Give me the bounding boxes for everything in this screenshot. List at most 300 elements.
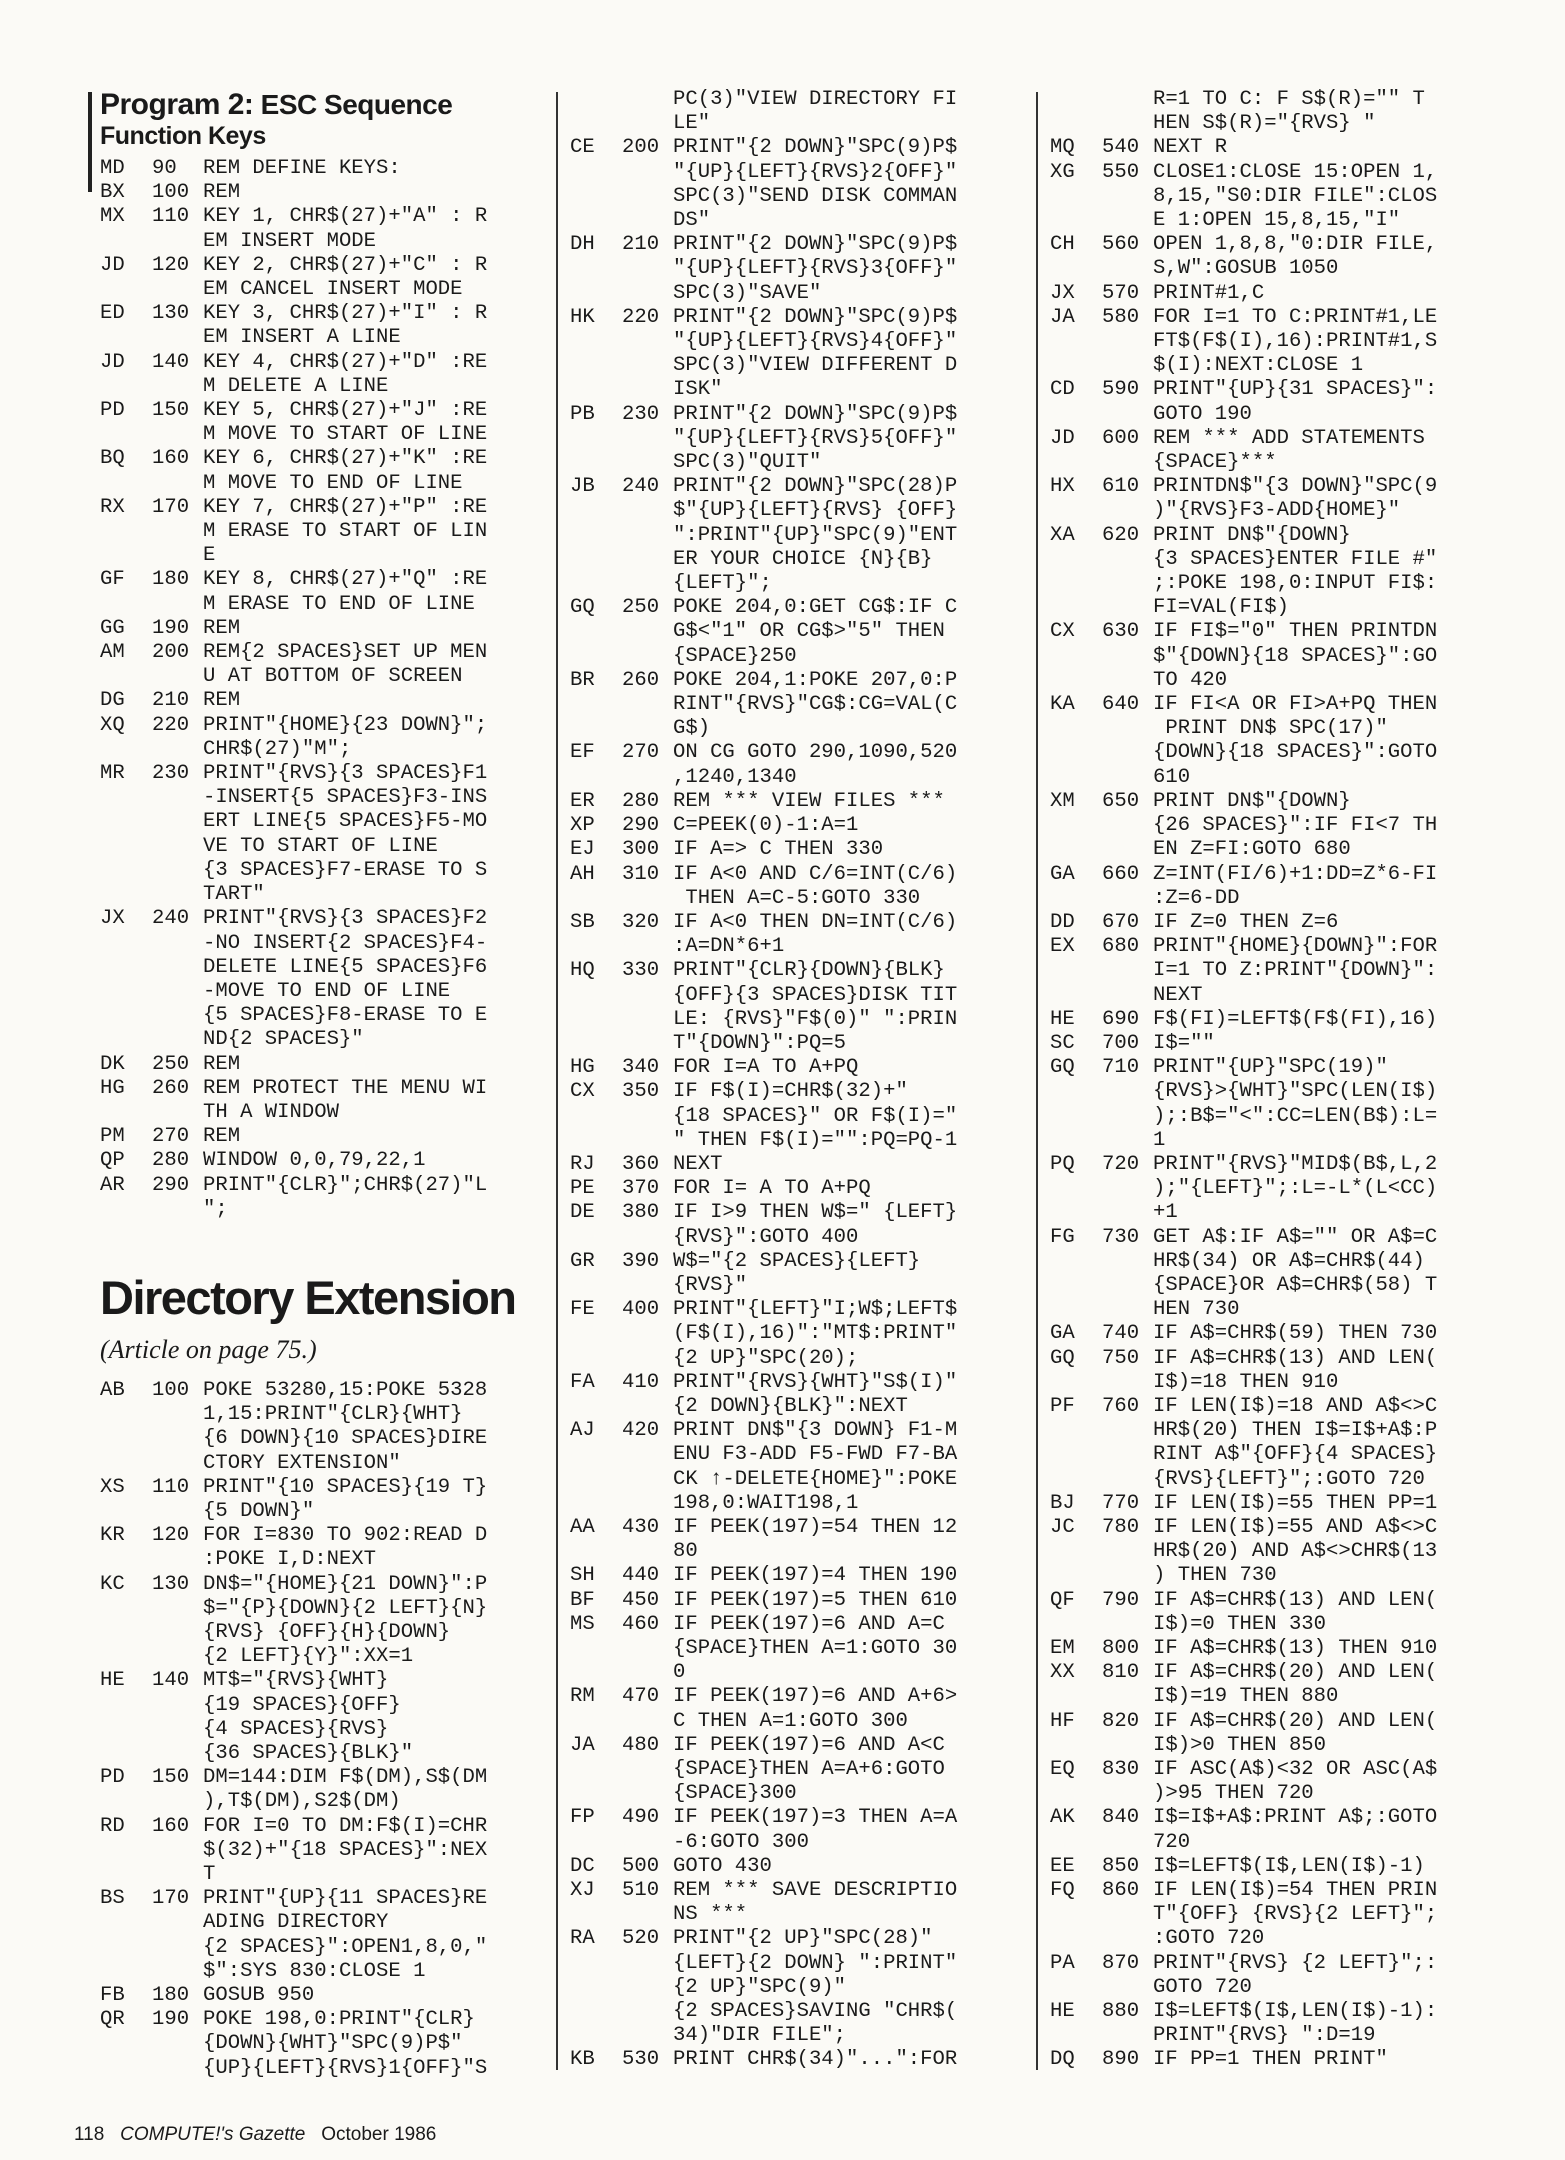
code-continuation: $(I):NEXT:CLOSE 1	[1153, 354, 1364, 378]
line-number: 240	[152, 907, 190, 931]
code-continuation: TO 420	[1153, 668, 1228, 692]
checksum-code: PF	[1050, 1394, 1075, 1418]
code-text: PRINT"{RVS}"MID$(B$,L,2	[1153, 1152, 1438, 1176]
code-text: IF A$=CHR$(13) THEN 910	[1153, 1637, 1438, 1660]
code-continuation: {OFF}{3 SPACES}DISK TIT	[673, 983, 958, 1007]
code-text: FOR I=830 TO 902:READ D	[203, 1524, 488, 1548]
code-text: REM	[203, 616, 241, 640]
column-divider	[556, 92, 558, 2070]
code-continuation: ADING DIRECTORY	[203, 1911, 389, 1935]
code-line	[100, 302, 540, 326]
checksum-code: JA	[570, 1733, 595, 1757]
code-continuation: SPC(3)"QUIT"	[673, 451, 822, 475]
code-text: MT$="{RVS}{WHT}	[203, 1669, 389, 1693]
checksum-code: MS	[570, 1612, 595, 1636]
directory-listing-continued	[1050, 88, 1480, 2073]
code-continuation: HR$(34) OR A$=CHR$(44)	[1153, 1249, 1425, 1273]
code-line	[570, 136, 1010, 160]
checksum-code: CX	[570, 1080, 595, 1104]
column-3	[1050, 88, 1480, 2073]
checksum-code: PD	[100, 1766, 125, 1790]
code-continuation: {5 DOWN}"	[203, 1499, 315, 1523]
code-text: IF A$=CHR$(20) AND LEN(	[1153, 1661, 1438, 1685]
code-text: IF A$=CHR$(59) THEN 730	[1153, 1322, 1438, 1346]
code-text: F$(FI)=LEFT$(F$(FI),16)	[1153, 1007, 1438, 1031]
code-continuation: PRINT"{RVS} ":D=19	[1153, 2024, 1376, 2048]
line-number: 180	[152, 568, 190, 592]
checksum-code: QP	[100, 1149, 125, 1173]
line-number: 480	[622, 1733, 660, 1757]
line-number: 160	[152, 447, 190, 471]
code-text: IF F$(I)=CHR$(32)+"	[673, 1080, 908, 1104]
code-continuation: {2 SPACES}SAVING "CHR$(	[673, 2000, 958, 2024]
code-text: KEY 8, CHR$(27)+"Q" :RE	[203, 568, 488, 592]
code-continuation: ";	[203, 1197, 228, 1221]
code-continuation: -INSERT{5 SPACES}F3-INS	[203, 786, 488, 810]
code-continuation: ER YOUR CHOICE {N}{B}	[673, 547, 933, 571]
checksum-code: CD	[1050, 378, 1075, 402]
line-number: 820	[1102, 1709, 1140, 1733]
code-continuation: ENU F3-ADD F5-FWD F7-BA	[673, 1443, 958, 1467]
code-continuation: FT$(F$(I),16):PRINT#1,S	[1153, 330, 1438, 354]
checksum-code: XA	[1050, 523, 1075, 547]
code-continuation: ERT LINE{5 SPACES}F5-MO	[203, 810, 488, 834]
code-continuation: HR$(20) AND A$<>CHR$(13	[1153, 1540, 1438, 1564]
checksum-code: GQ	[1050, 1346, 1075, 1370]
code-text: IF PEEK(197)=4 THEN 190	[673, 1564, 958, 1588]
code-line	[570, 1250, 1010, 1274]
code-text: IF FI<A OR FI>A+PQ THEN	[1153, 693, 1438, 717]
code-line	[100, 2008, 540, 2032]
line-number: 290	[152, 1173, 190, 1197]
code-line	[100, 351, 540, 375]
line-number: 230	[622, 402, 660, 426]
line-number: 600	[1102, 426, 1140, 450]
code-continuation: 720	[1153, 1830, 1191, 1854]
code-text: REM	[203, 181, 241, 205]
code-text: REM DEFINE KEYS:	[203, 157, 401, 180]
code-line	[1050, 1492, 1480, 1516]
checksum-code: HX	[1050, 475, 1075, 499]
code-continuation: 1,15:PRINT"{CLR}{WHT}	[203, 1403, 463, 1427]
code-line	[100, 399, 540, 423]
code-line	[100, 1524, 540, 1548]
checksum-code: BQ	[100, 447, 125, 471]
code-text: IF ASC(A$)<32 OR ASC(A$	[1153, 1758, 1438, 1782]
code-text: IF A<0 THEN DN=INT(C/6)	[673, 910, 958, 934]
line-number: 300	[622, 838, 660, 862]
checksum-code: ER	[570, 789, 595, 813]
line-number: 270	[152, 1125, 190, 1149]
line-number: 710	[1102, 1056, 1140, 1080]
code-continuation: DELETE LINE{5 SPACES}F6	[203, 955, 488, 979]
line-number: 390	[622, 1249, 660, 1273]
column-2	[570, 88, 1010, 2073]
checksum-code: DQ	[1050, 2048, 1075, 2072]
code-line	[1050, 475, 1480, 499]
line-number: 120	[152, 253, 190, 277]
line-number: 240	[622, 475, 660, 499]
code-line	[570, 1685, 1010, 1709]
code-continuation: {RVS}>{WHT}"SPC(LEN(I$)	[1153, 1080, 1438, 1104]
section-marker-bar	[88, 92, 92, 192]
code-continuation: {RVS} {OFF}{H}{DOWN}	[203, 1620, 451, 1644]
checksum-code: XX	[1050, 1661, 1075, 1685]
line-number: 230	[152, 762, 190, 786]
code-text: IF PEEK(197)=3 THEN A=A	[673, 1806, 958, 1830]
checksum-code: JX	[100, 907, 125, 931]
page-footer	[74, 2124, 436, 2146]
checksum-code: DH	[570, 233, 595, 257]
code-text: PRINT#1,C	[1153, 281, 1265, 305]
checksum-code	[570, 88, 622, 112]
code-line	[1050, 935, 1480, 959]
code-line	[100, 447, 540, 471]
checksum-code: HE	[1050, 2000, 1075, 2024]
code-line	[570, 1298, 1010, 1322]
code-continuation: {LEFT}{2 DOWN} ":PRINT"	[673, 1951, 958, 1975]
code-continuation: "{UP}{LEFT}{RVS}5{OFF}"	[673, 426, 958, 450]
checksum-code: DD	[1050, 910, 1075, 934]
checksum-code: HE	[1050, 1007, 1075, 1031]
checksum-code: SB	[570, 910, 595, 934]
line-number: 310	[622, 862, 660, 886]
line-number: 660	[1102, 862, 1140, 886]
code-continuation: ),T$(DM),S2$(DM)	[203, 1790, 401, 1814]
code-line	[100, 1379, 540, 1403]
code-continuation: DS"	[673, 209, 711, 233]
code-text: IF PEEK(197)=6 AND A<C	[673, 1733, 945, 1757]
code-continuation: :POKE I,D:NEXT	[203, 1548, 377, 1572]
code-line	[100, 1984, 540, 2008]
code-line	[100, 907, 540, 931]
program2-listing	[100, 157, 540, 1222]
line-number: 730	[1102, 1225, 1140, 1249]
code-continuation: U AT BOTTOM OF SCREEN	[203, 665, 463, 689]
line-number	[1102, 88, 1153, 112]
code-line	[570, 838, 1010, 862]
code-continuation: {SPACE}THEN A=A+6:GOTO	[673, 1758, 945, 1782]
code-continuation: LE: {RVS}"F$(0)" ":PRIN	[673, 1007, 958, 1031]
code-line	[570, 1080, 1010, 1104]
code-text: OPEN 1,8,8,"0:DIR FILE,	[1153, 233, 1438, 257]
code-text: IF PEEK(197)=54 THEN 12	[673, 1515, 958, 1539]
code-line	[1050, 88, 1480, 112]
line-number: 630	[1102, 620, 1140, 644]
code-line	[570, 1564, 1010, 1588]
line-number: 470	[622, 1685, 660, 1709]
code-line	[100, 617, 540, 641]
code-line	[570, 403, 1010, 427]
code-text: ON CG GOTO 290,1090,520	[673, 741, 958, 765]
code-continuation: :A=DN*6+1	[673, 935, 785, 959]
line-number: 520	[622, 1927, 660, 1951]
checksum-code: KB	[570, 2048, 595, 2072]
code-text: POKE 53280,15:POKE 5328	[203, 1378, 488, 1402]
code-text: WINDOW 0,0,79,22,1	[203, 1149, 426, 1173]
checksum-code: JD	[100, 350, 125, 374]
line-number: 90	[152, 157, 177, 180]
code-continuation: $"{UP}{LEFT}{RVS} {OFF}	[673, 499, 958, 523]
code-continuation: 0	[673, 1661, 686, 1685]
code-line	[570, 1589, 1010, 1613]
checksum-code: XM	[1050, 789, 1075, 813]
code-continuation: M MOVE TO END OF LINE	[203, 471, 463, 495]
line-number: 320	[622, 910, 660, 934]
code-continuation: -NO INSERT{2 SPACES}F4-	[203, 931, 488, 955]
code-text: PRINT"{HOME}{23 DOWN}";	[203, 713, 488, 737]
code-text: IF I>9 THEN W$=" {LEFT}	[673, 1201, 958, 1225]
code-continuation: {SPACE}250	[673, 644, 797, 668]
code-text: FOR I= A TO A+PQ	[673, 1177, 871, 1201]
checksum-code: MD	[100, 157, 125, 180]
code-text: PRINT"{UP}{11 SPACES}RE	[203, 1887, 488, 1911]
code-continuation: $"{DOWN}{18 SPACES}":GO	[1153, 644, 1438, 668]
code-line	[1050, 1322, 1480, 1346]
code-continuation: I$)>0 THEN 850	[1153, 1733, 1327, 1757]
code-text: PRINT"{2 DOWN}"SPC(9)P$	[673, 402, 958, 426]
line-number: 400	[622, 1298, 660, 1322]
checksum-code: BR	[570, 668, 595, 692]
checksum-code: HG	[100, 1076, 125, 1100]
checksum-code: FB	[100, 1984, 125, 2008]
code-text: PRINT"{HOME}{DOWN}":FOR	[1153, 935, 1438, 959]
checksum-code: KC	[100, 1572, 125, 1596]
code-line	[1050, 1806, 1480, 1830]
line-number: 140	[152, 1669, 190, 1693]
code-continuation: {SPACE}THEN A=1:GOTO 30	[673, 1637, 958, 1660]
code-continuation: $":SYS 830:CLOSE 1	[203, 1959, 426, 1983]
code-continuation: {RVS}":GOTO 400	[673, 1225, 859, 1249]
checksum-code: PB	[570, 402, 595, 426]
code-continuation: 610	[1153, 765, 1191, 789]
code-text: PRINT"{2 DOWN}"SPC(9)P$	[673, 305, 958, 329]
checksum-code: XG	[1050, 160, 1075, 184]
line-number: 380	[622, 1201, 660, 1225]
code-continuation: M MOVE TO START OF LINE	[203, 423, 488, 447]
program-title: Program 2: ESC Sequence	[100, 88, 453, 121]
code-text: KEY 4, CHR$(27)+"D" :RE	[203, 350, 488, 374]
line-number: 170	[152, 495, 190, 519]
code-text: NEXT	[673, 1152, 723, 1176]
code-continuation: );"{LEFT}";:L=-L*(L<CC)	[1153, 1177, 1438, 1201]
code-line	[1050, 1589, 1480, 1613]
code-continuation: $="{P}{DOWN}{2 LEFT}{N}	[203, 1596, 488, 1620]
code-continuation: EN Z=FI:GOTO 680	[1153, 838, 1351, 862]
code-continuation: {LEFT}";	[673, 572, 772, 596]
checksum-code: BX	[100, 181, 125, 205]
line-number: 850	[1102, 1854, 1140, 1878]
code-continuation: {6 DOWN}{10 SPACES}DIRE	[203, 1427, 488, 1451]
checksum-code: JX	[1050, 281, 1075, 305]
code-continuation: E	[203, 544, 216, 568]
checksum-code: KR	[100, 1524, 125, 1548]
line-number: 290	[622, 814, 660, 838]
code-text: REM	[203, 689, 241, 713]
line-number: 620	[1102, 523, 1140, 547]
code-line	[100, 714, 540, 738]
code-continuation: G$)	[673, 717, 711, 741]
code-line	[100, 1077, 540, 1101]
code-continuation: {18 SPACES}" OR F$(I)="	[673, 1104, 958, 1128]
line-number: 200	[622, 136, 660, 160]
code-line	[1050, 620, 1480, 644]
code-text: PRINT"{UP}{31 SPACES}":	[1153, 378, 1438, 402]
code-continuation: {RVS}"	[673, 1273, 748, 1297]
checksum-code: GG	[100, 616, 125, 640]
checksum-code: ED	[100, 302, 125, 326]
checksum-code: PD	[100, 399, 125, 423]
checksum-code: EE	[1050, 1854, 1075, 1878]
code-continuation: C THEN A=1:GOTO 300	[673, 1709, 908, 1733]
code-text: POKE 204,0:GET CG$:IF C	[673, 596, 958, 620]
code-line	[100, 689, 540, 713]
code-continuation: HEN S$(R)="{RVS} "	[1153, 112, 1376, 136]
code-text: IF LEN(I$)=55 THEN PP=1	[1153, 1491, 1438, 1515]
article-reference: (Article on page 75.)	[100, 1334, 317, 1364]
code-continuation: I$)=0 THEN 330	[1153, 1612, 1327, 1636]
code-line	[100, 1815, 540, 1839]
code-continuation: :GOTO 720	[1153, 1927, 1265, 1951]
code-text: PC(3)"VIEW DIRECTORY FI	[673, 88, 958, 111]
column-1	[100, 88, 540, 2081]
code-text: IF A$=CHR$(20) AND LEN(	[1153, 1709, 1438, 1733]
checksum-code: QF	[1050, 1588, 1075, 1612]
code-line	[1050, 2000, 1480, 2024]
code-line	[1050, 1056, 1480, 1080]
code-line	[570, 475, 1010, 499]
code-continuation: " THEN F$(I)="":PQ=PQ-1	[673, 1128, 958, 1152]
checksum-code: GA	[1050, 1322, 1075, 1346]
code-line	[100, 1476, 540, 1500]
code-text: PRINT"{CLR}";CHR$(27)"L	[203, 1173, 488, 1197]
checksum-code: DK	[100, 1052, 125, 1076]
code-continuation: GOTO 190	[1153, 402, 1252, 426]
code-line	[570, 1177, 1010, 1201]
line-number: 800	[1102, 1637, 1140, 1660]
code-continuation: SPC(3)"SEND DISK COMMAN	[673, 184, 958, 208]
checksum-code: AA	[570, 1515, 595, 1539]
line-number: 840	[1102, 1806, 1140, 1830]
line-number: 100	[152, 1378, 190, 1402]
line-number: 330	[622, 959, 660, 983]
code-text: IF PEEK(197)=6 AND A+6>	[673, 1685, 958, 1709]
line-number: 100	[152, 181, 190, 205]
code-line	[1050, 863, 1480, 887]
checksum-code: RD	[100, 1814, 125, 1838]
code-text: IF A$=CHR$(13) AND LEN(	[1153, 1346, 1438, 1370]
column-divider	[1036, 92, 1038, 2070]
code-line	[570, 233, 1010, 257]
line-number: 510	[622, 1879, 660, 1903]
line-number: 780	[1102, 1515, 1140, 1539]
line-number: 680	[1102, 935, 1140, 959]
line-number: 110	[152, 1475, 190, 1499]
code-continuation: 8,15,"S0:DIR FILE":CLOS	[1153, 184, 1438, 208]
checksum-code: HF	[1050, 1709, 1075, 1733]
code-line	[100, 1573, 540, 1597]
code-continuation: T	[203, 1863, 216, 1886]
line-number: 830	[1102, 1758, 1140, 1782]
code-text: PRINT"{10 SPACES}{19 T}	[203, 1475, 488, 1499]
code-line	[100, 254, 540, 278]
line-number: 650	[1102, 789, 1140, 813]
checksum-code: BJ	[1050, 1491, 1075, 1515]
code-text: PRINT DN$"{3 DOWN} F1-M	[673, 1419, 958, 1443]
line-number: 340	[622, 1056, 660, 1080]
code-text: DM=144:DIM F$(DM),S$(DM	[203, 1766, 488, 1790]
code-continuation: )"{RVS}F3-ADD{HOME}"	[1153, 499, 1401, 523]
checksum-code: JA	[1050, 305, 1075, 329]
code-text: PRINT"{UP}"SPC(19)"	[1153, 1056, 1388, 1080]
checksum-code: MX	[100, 205, 125, 229]
code-text: REM *** VIEW FILES ***	[673, 789, 945, 813]
code-line	[100, 205, 540, 229]
line-number: 880	[1102, 2000, 1140, 2024]
code-line	[100, 1766, 540, 1790]
line-number	[622, 88, 673, 112]
line-number: 860	[1102, 1879, 1140, 1903]
code-text: REM{2 SPACES}SET UP MEN	[203, 641, 488, 665]
code-text: I$=I$+A$:PRINT A$;:GOTO	[1153, 1806, 1438, 1830]
line-number: 190	[152, 2008, 190, 2032]
line-number: 460	[622, 1612, 660, 1636]
line-number: 170	[152, 1887, 190, 1911]
line-number: 490	[622, 1806, 660, 1830]
code-line	[570, 1734, 1010, 1758]
line-number: 280	[152, 1149, 190, 1173]
code-continuation: {SPACE}300	[673, 1782, 797, 1806]
code-continuation: T"{DOWN}":PQ=5	[673, 1031, 847, 1055]
code-text: DN$="{HOME}{21 DOWN}":P	[203, 1572, 488, 1596]
code-continuation: {DOWN}{WHT}"SPC(9)P$"	[203, 2032, 463, 2056]
code-text: POKE 198,0:PRINT"{CLR}	[203, 2008, 475, 2032]
line-number: 260	[622, 668, 660, 692]
line-number: 190	[152, 616, 190, 640]
code-continuation: {2 LEFT}{Y}":XX=1	[203, 1645, 414, 1669]
checksum-code: XJ	[570, 1879, 595, 1903]
code-line	[1050, 1637, 1480, 1661]
code-text: PRINT DN$"{DOWN}	[1153, 523, 1351, 547]
line-number: 430	[622, 1515, 660, 1539]
line-number: 210	[622, 233, 660, 257]
code-line	[570, 790, 1010, 814]
line-number: 870	[1102, 1951, 1140, 1975]
checksum-code: EX	[1050, 935, 1075, 959]
code-continuation: CTORY EXTENSION"	[203, 1451, 401, 1475]
code-continuation: {SPACE}OR A$=CHR$(58) T	[1153, 1273, 1438, 1297]
code-text: IF Z=0 THEN Z=6	[1153, 910, 1339, 934]
line-number: 610	[1102, 475, 1140, 499]
line-number: 550	[1102, 160, 1140, 184]
code-text: PRINT"{2 DOWN}"SPC(28)P	[673, 475, 958, 499]
checksum-code: AK	[1050, 1806, 1075, 1830]
code-text: KEY 2, CHR$(27)+"C" : R	[203, 253, 488, 277]
line-number: 440	[622, 1564, 660, 1588]
checksum-code: GQ	[570, 596, 595, 620]
code-line	[1050, 1879, 1480, 1903]
checksum-code: DC	[570, 1854, 595, 1878]
line-number: 640	[1102, 693, 1140, 717]
code-text: IF PP=1 THEN PRINT"	[1153, 2048, 1388, 2072]
checksum-code: RX	[100, 495, 125, 519]
code-continuation: {RVS}{LEFT}";:GOTO 720	[1153, 1467, 1425, 1491]
code-line	[570, 1419, 1010, 1443]
code-text: REM *** SAVE DESCRIPTIO	[673, 1879, 958, 1903]
code-continuation: T"{OFF} {RVS}{2 LEFT}";	[1153, 1903, 1438, 1927]
code-line	[1050, 693, 1480, 717]
line-number: 180	[152, 1984, 190, 2008]
